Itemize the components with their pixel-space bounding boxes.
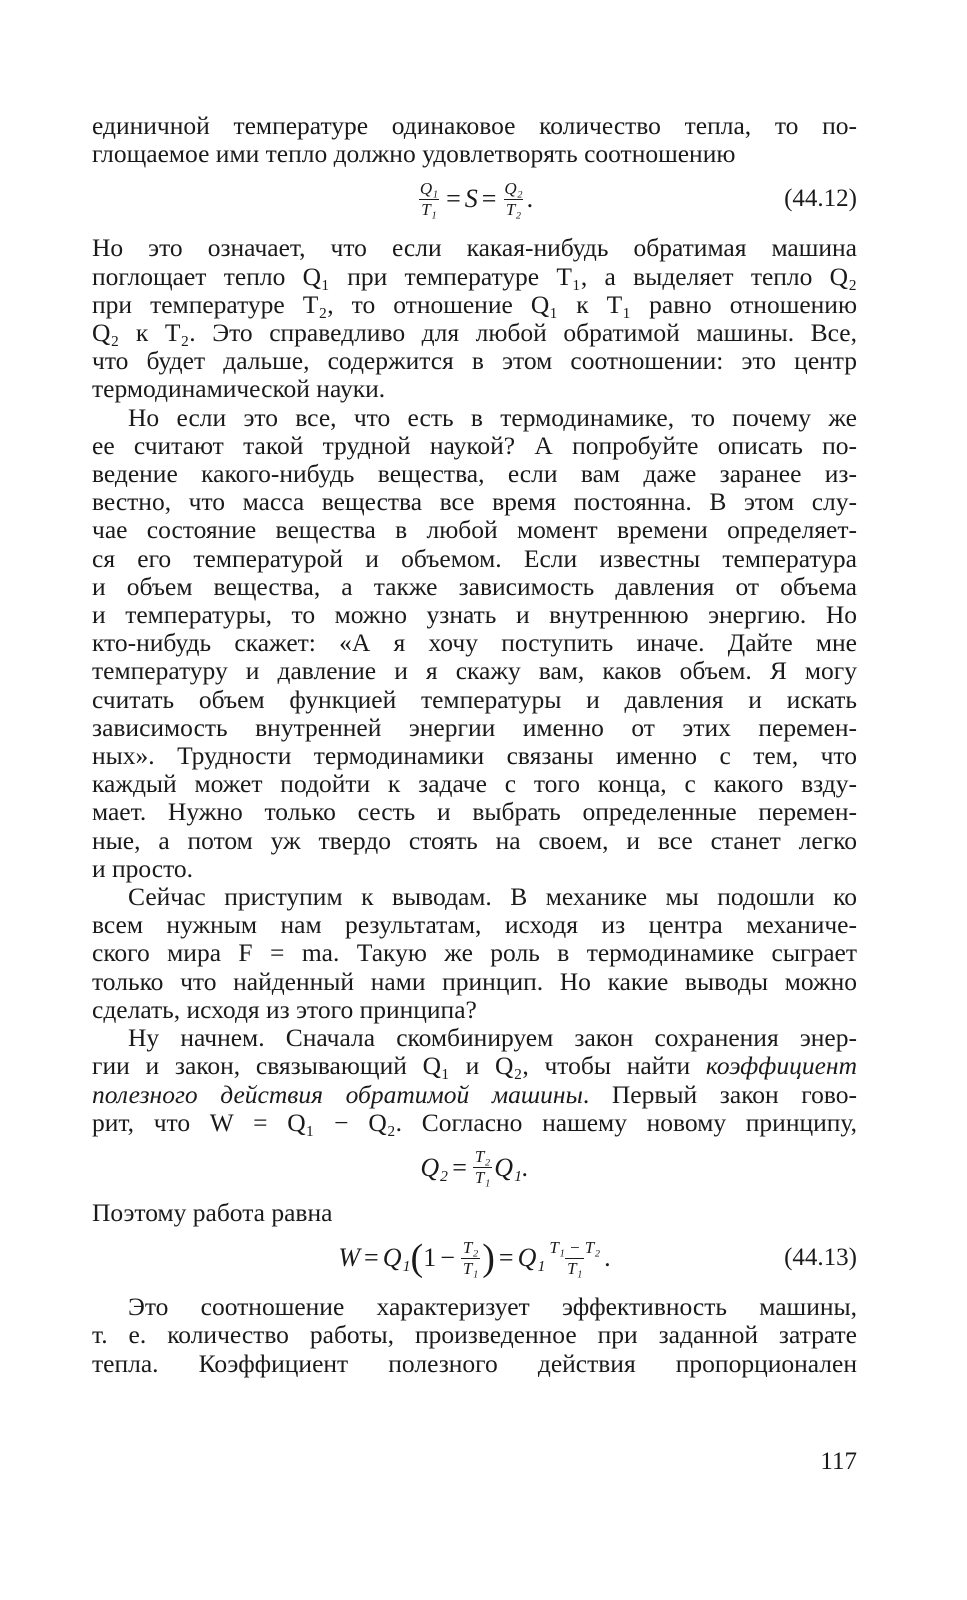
text-line: ее считают такой трудной наукой? А попробуйте описать по- [92, 430, 857, 460]
text-line: и температуры, то можно узнать и внутреннюю энергию. Но [92, 600, 857, 630]
open-paren: ( [410, 1237, 424, 1280]
text-line: поглощает тепло Q₁ при температуре T₁, а выделяет тепло Q₂ [92, 261, 857, 291]
denominator: T₂ [505, 199, 522, 219]
text-line: и просто. [92, 853, 194, 883]
text-line: ского мира F = ma. Такую же роль в термодинамике сыграет [92, 938, 857, 968]
formula-q2 [92, 1137, 857, 1199]
equals-sign: = [481, 184, 497, 214]
text-line: ных». Трудности термодинамики связаны именно с тем, что [92, 741, 857, 771]
text-line: рит, что W = Q₁ − Q₂. Согласно нашему новому принципу, [92, 1107, 857, 1137]
text-line: Q₂ к T₂. Это справедливо для любой обратимой машины. Все, [92, 318, 857, 348]
denominator: T₁ [474, 1168, 491, 1188]
equation-number: (44.13) [784, 1244, 857, 1272]
text-line: считать объем функцией температуры и давления и искать [92, 684, 857, 714]
page-number: 117 [820, 1448, 857, 1475]
paragraph [92, 1024, 857, 1137]
text-line: при температуре T₂, то отношение Q₁ к T₁ равно отношению [92, 289, 857, 319]
text-line: ведение какого-нибудь вещества, если вам даже заранее из- [92, 459, 857, 489]
text-line: Это соотношение характеризует эффективность машины, [128, 1292, 857, 1322]
denominator: T₁ [567, 1258, 583, 1278]
paragraph [92, 883, 857, 1024]
paragraph [92, 404, 857, 883]
numerator: Q₂ [504, 178, 523, 198]
numerator: Q₁ [419, 178, 439, 198]
text-line: Но если это все, что есть в термодинамике, то почему же [128, 402, 857, 432]
text-line: температуру и давление и я скажу вам, каков объем. Я могу [92, 656, 857, 686]
text-line: ные, а потом уж твердо стоять на своем, и все станет легко [92, 825, 857, 855]
text-run: . Первый закон гово- [582, 1079, 857, 1109]
numerator: T₂ [474, 1147, 491, 1167]
numerator: T₂ [462, 1237, 479, 1257]
formula-term: Q₁ [517, 1243, 546, 1273]
text-line: глощаемое ими тепло должно удовлетворять соотношению [92, 139, 736, 169]
fraction [473, 1147, 492, 1188]
italic-term: коэффициент [705, 1051, 857, 1081]
italic-term: полезного действия обратимой машины [92, 1079, 583, 1109]
equals-sign: = [452, 1152, 467, 1182]
formula-term: W [338, 1243, 361, 1273]
text-line: всем нужным нам результатам, исходя из центра механиче- [92, 910, 857, 940]
fraction [547, 1238, 602, 1279]
numerator: T₁ − T₂ [549, 1237, 601, 1257]
period: . [526, 184, 534, 214]
text-line: Сейчас приступим к выводам. В механике мы подошли ко [128, 882, 857, 912]
text-line: зависимость внутренней энергии именно от этих перемен- [92, 712, 857, 742]
equals-sign: = [446, 184, 461, 214]
text-line: кто-нибудь скажет: «А я хочу поступить иначе. Дайте мне [92, 628, 857, 658]
equals-sign: = [498, 1243, 514, 1273]
formula-term: 1 [423, 1243, 437, 1273]
text-line: Но это означает, что если какая-нибудь обратимая машина [92, 233, 857, 263]
text-line: Ну начнем. Сначала скомбинируем закон сохранения энер- [128, 1023, 857, 1053]
equals-sign: = [364, 1243, 379, 1273]
text-line: ся его температурой и объемом. Если известны температура [92, 543, 857, 573]
formula-term: Q₂ [420, 1152, 449, 1182]
close-paren: ) [482, 1237, 495, 1280]
text-line: чае состояние вещества в любой момент времени определяет- [92, 515, 857, 545]
fraction [418, 179, 440, 220]
text-line: Поэтому работа равна [92, 1197, 333, 1227]
text-line: каждый может подойти к задаче с того конца, с какого взду- [92, 769, 857, 799]
text-line: и объем вещества, а также зависимость давления от объема [92, 571, 857, 601]
text-line: тепла. Коэффициент полезного действия пропорционален [92, 1348, 857, 1378]
text-run: гии и закон, связывающий Q₁ и Q₂, чтобы найти [92, 1051, 706, 1081]
paragraph [92, 1293, 857, 1378]
text-line: только что найденный нами принцип. Но какие выводы можно [92, 966, 857, 996]
entropy-symbol: S [464, 184, 478, 214]
fraction [502, 179, 524, 220]
formula-44-12 [92, 168, 857, 230]
text-line: термодинамической науки. [92, 374, 386, 404]
paragraph [92, 234, 857, 403]
text-line: мает. Нужно только сесть и выбрать определенные перемен- [92, 797, 857, 827]
denominator: T₁ [462, 1258, 479, 1278]
formula-term: Q₁ [382, 1243, 411, 1273]
formula-44-13 [92, 1227, 857, 1289]
equation-number: (44.12) [784, 185, 857, 213]
text-line [92, 1081, 857, 1109]
text-line: единичной температуре одинаковое количество тепла, то по- [92, 111, 857, 140]
minus-sign: − [440, 1243, 455, 1273]
text-line: что будет дальше, содержится в этом соотношении: это центр [92, 346, 857, 376]
text-line: вестно, что масса вещества все время постоянна. В этом слу- [92, 487, 857, 517]
text-line [92, 1052, 857, 1080]
formula-term: Q₁. [494, 1152, 529, 1182]
period: . [604, 1243, 611, 1273]
fraction [461, 1238, 480, 1279]
text-line: сделать, исходя из этого принципа? [92, 994, 477, 1024]
text-line: т. е. количество работы, произведенное при заданной затрате [92, 1320, 857, 1350]
denominator: T₁ [421, 199, 437, 219]
